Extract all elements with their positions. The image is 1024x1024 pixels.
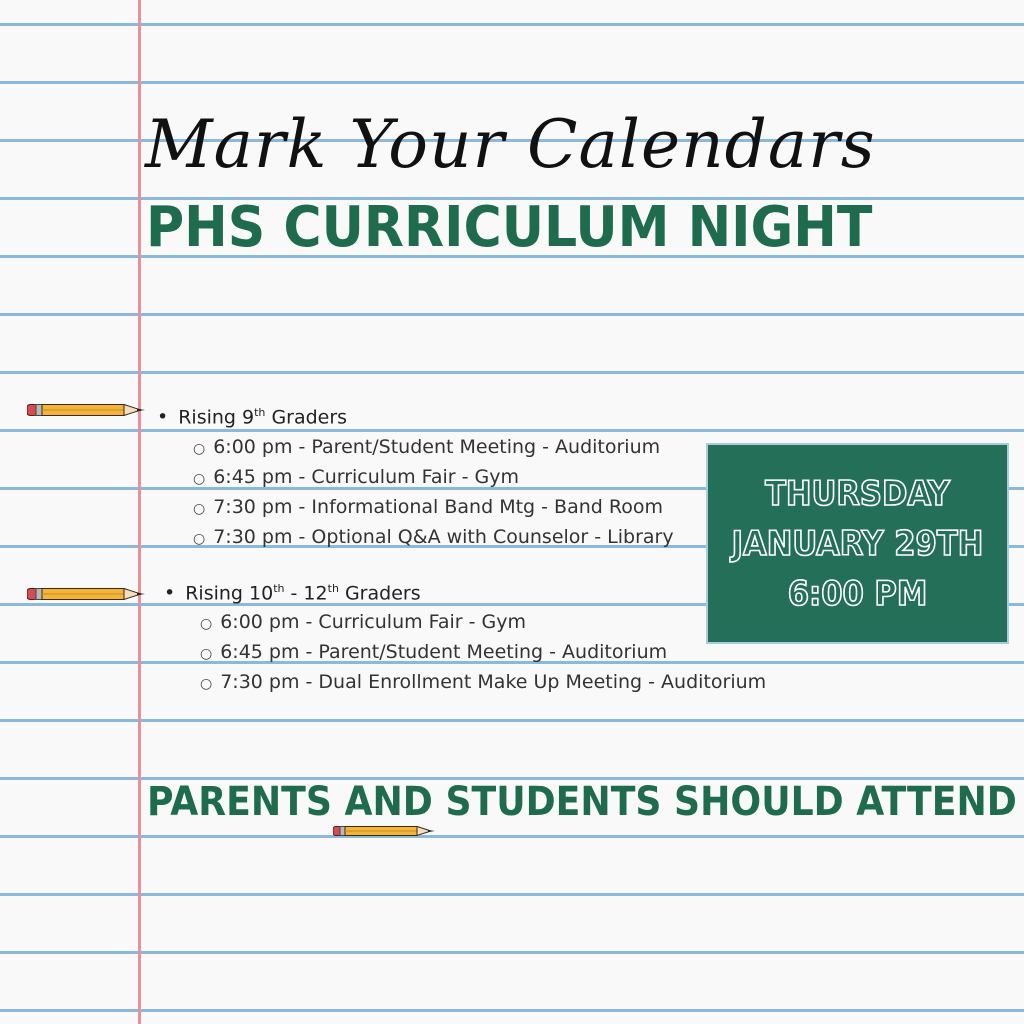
attendance-notice: PARENTS AND STUDENTS SHOULD ATTEND: [147, 779, 1017, 825]
schedule-text: 7:30 pm - Optional Q&A with Counselor - Library: [213, 526, 674, 548]
list-item: [193, 528, 674, 547]
group-label: Rising 9: [178, 406, 255, 429]
schedule-text: 6:00 pm - Parent/Student Meeting - Auditorium: [213, 436, 661, 458]
schedule-text: 6:45 pm - Parent/Student Meeting - Auditorium: [220, 641, 668, 663]
ordinal-suffix: th: [254, 406, 266, 419]
group-label-suffix: Graders: [338, 582, 421, 605]
list-item: [200, 643, 667, 662]
bullet-dot-icon: •: [157, 406, 169, 429]
list-item: [193, 498, 663, 517]
pencil-icon: [27, 403, 147, 417]
group-heading-rising-9: [157, 407, 347, 427]
notebook-margin-line: [138, 0, 141, 1024]
event-date: JANUARY 29TH: [731, 523, 984, 564]
group-label-suffix: Graders: [265, 406, 348, 429]
list-item: [193, 438, 660, 457]
bullet-dot-icon: •: [164, 582, 176, 605]
ring-bullet-icon: ○: [200, 616, 213, 632]
schedule-text: 7:30 pm - Informational Band Mtg - Band Room: [213, 496, 663, 518]
script-title: Mark Your Calendars: [145, 106, 876, 183]
event-date-box: [708, 445, 1007, 642]
group-label: Rising 10: [185, 582, 274, 605]
schedule-text: 6:45 pm - Curriculum Fair - Gym: [213, 466, 519, 488]
ring-bullet-icon: ○: [193, 531, 206, 547]
ring-bullet-icon: ○: [193, 471, 206, 487]
group-heading-rising-10-12: [164, 583, 421, 603]
ring-bullet-icon: ○: [200, 646, 213, 662]
ordinal-suffix: th: [273, 582, 285, 595]
schedule-text: 7:30 pm - Dual Enrollment Make Up Meeting - Auditorium: [220, 671, 767, 693]
list-item: [200, 613, 526, 632]
schedule-text: 6:00 pm - Curriculum Fair - Gym: [220, 611, 526, 633]
ring-bullet-icon: ○: [193, 501, 206, 517]
list-item: [193, 468, 519, 487]
ordinal-suffix: th: [327, 582, 339, 595]
list-item: [200, 673, 766, 692]
ring-bullet-icon: ○: [200, 676, 213, 692]
ring-bullet-icon: ○: [193, 441, 206, 457]
pencil-icon: [27, 587, 147, 601]
group-label-range: - 12: [284, 582, 328, 605]
event-time: 6:00 PM: [787, 573, 928, 614]
page-title: PHS CURRICULUM NIGHT: [146, 195, 873, 260]
event-day: THURSDAY: [765, 473, 950, 514]
pencil-icon: [333, 825, 437, 837]
